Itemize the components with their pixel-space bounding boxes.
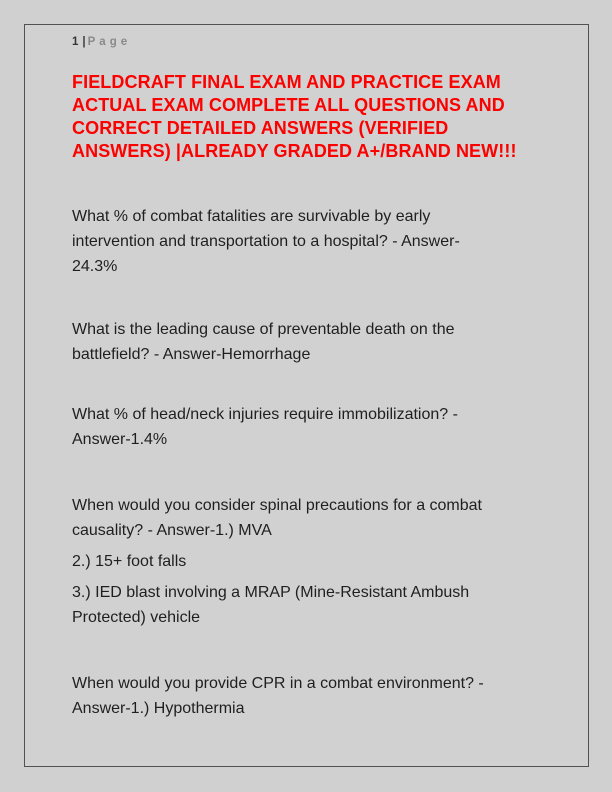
qa-block-2 — [72, 317, 577, 367]
qa-line: intervention and transportation to a hospital? - Answer- — [72, 233, 460, 250]
qa-paragraph — [72, 671, 577, 721]
qa-paragraph — [72, 204, 577, 279]
qa-line: causality? - Answer-1.) MVA — [72, 522, 272, 539]
document-page — [24, 24, 589, 767]
qa-paragraph — [72, 549, 577, 574]
qa-line: 2.) 15+ foot falls — [72, 553, 187, 570]
qa-block-5 — [72, 671, 577, 721]
qa-line: Protected) vehicle — [72, 609, 201, 626]
qa-paragraph — [72, 580, 577, 630]
qa-line: What % of combat fatalities are survivable by early — [72, 208, 431, 225]
qa-block-4 — [72, 493, 577, 630]
qa-line: When would you provide CPR in a combat environment? - — [72, 675, 484, 692]
qa-line: When would you consider spinal precautions for a combat — [72, 497, 482, 514]
qa-line: 24.3% — [72, 258, 118, 275]
qa-block-1 — [72, 204, 577, 279]
page-header — [72, 35, 131, 50]
qa-line: battlefield? - Answer-Hemorrhage — [72, 346, 311, 363]
title-line: FIELDCRAFT FINAL EXAM AND PRACTICE EXAM — [72, 72, 501, 92]
title-line: ACTUAL EXAM COMPLETE ALL QUESTIONS AND — [72, 95, 505, 115]
qa-line: Answer-1.4% — [72, 431, 168, 448]
qa-paragraph — [72, 402, 577, 452]
title-line: CORRECT DETAILED ANSWERS (VERIFIED — [72, 118, 449, 138]
page-header-label: Page — [87, 36, 132, 48]
qa-line: Answer-1.) Hypothermia — [72, 700, 245, 717]
title-line: ANSWERS) |ALREADY GRADED A+/BRAND NEW!!! — [72, 141, 517, 161]
page-header-separator: | — [82, 36, 86, 48]
qa-paragraph — [72, 317, 577, 367]
qa-line: What is the leading cause of preventable death on the — [72, 321, 455, 338]
qa-line: 3.) IED blast involving a MRAP (Mine-Resistant Ambush — [72, 584, 470, 601]
page-number: 1 — [72, 36, 79, 48]
qa-block-3 — [72, 402, 577, 452]
qa-paragraph — [72, 493, 577, 543]
qa-line: What % of head/neck injuries require immobilization? - — [72, 406, 458, 423]
document-title — [72, 71, 572, 163]
